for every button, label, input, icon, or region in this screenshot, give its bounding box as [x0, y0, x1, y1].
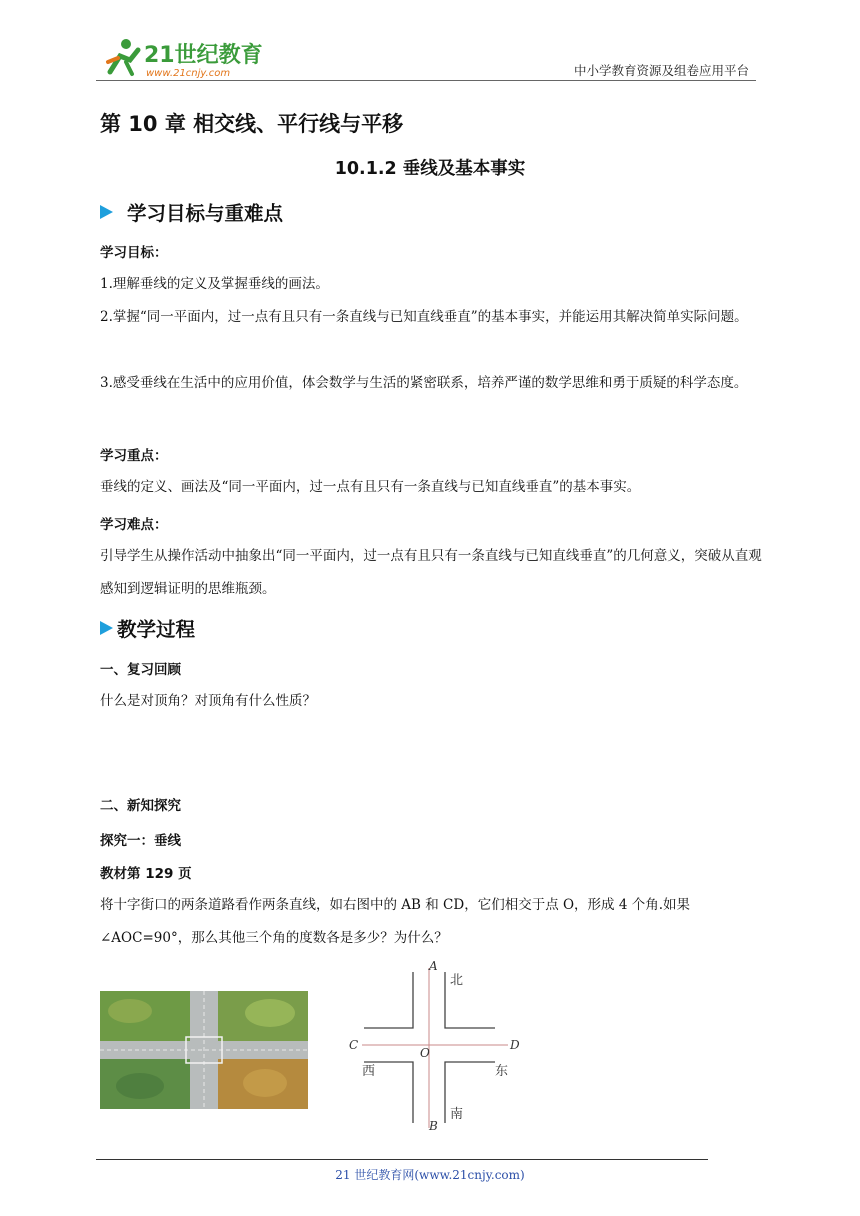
- objective-3: 3.感受垂线在生活中的应用价值，体会数学与生活的紧密联系，培养严谨的数学思维和勇于质疑的科学态度。: [100, 375, 748, 391]
- triangle-bullet-icon: [100, 205, 113, 219]
- site-logo: [96, 32, 266, 80]
- goals-heading-text: 学习目标与重难点: [127, 202, 284, 225]
- east-label: 东: [495, 1064, 509, 1079]
- chapter-title: 第 10 章 相交线、平行线与平移: [100, 112, 404, 136]
- crossroad-aerial-photo: [100, 991, 308, 1109]
- footer-divider: [96, 1159, 708, 1160]
- footer-text[interactable]: 21 世纪教育网(www.21cnjy.com): [335, 1168, 525, 1182]
- key-points-text: 垂线的定义、画法及“同一平面内，过一点有且只有一条直线与已知直线垂直”的基本事实。: [100, 479, 641, 495]
- triangle-bullet-icon: [100, 621, 113, 635]
- header-platform-text: 中小学教育资源及组卷应用平台: [574, 63, 750, 78]
- point-c-label: C: [349, 1038, 359, 1052]
- logo-url: www.21cnjy.com: [146, 68, 231, 79]
- header-divider: [96, 80, 756, 81]
- problem-text: 将十字街口的两条道路看作两条直线，如右图中的 AB 和 CD，它们相交于点 O，形成 4 个角.如果∠AOC=90°，那么其他三个角的度数各是多少？为什么？: [100, 897, 691, 946]
- point-o-label: O: [420, 1046, 430, 1060]
- objectives-label: 学习目标：: [100, 245, 168, 261]
- point-a-label: A: [429, 959, 438, 973]
- review-label: 一、复习回顾: [100, 662, 181, 678]
- key-points-label: 学习重点：: [100, 448, 168, 464]
- perpendicular-lines-diagram: [340, 958, 530, 1134]
- explore-label: 二、新知探究: [100, 798, 181, 814]
- difficulty-label: 学习难点：: [100, 517, 168, 533]
- south-label: 南: [450, 1107, 464, 1122]
- logo-text: 21世纪教育: [144, 43, 263, 68]
- section-title: 10.1.2 垂线及基本事实: [334, 159, 526, 179]
- point-b-label: B: [429, 1119, 438, 1133]
- goals-heading: [100, 198, 283, 226]
- textbook-label: 教材第 129 页: [100, 866, 192, 882]
- process-heading-text: 教学过程: [117, 618, 196, 641]
- review-question: 什么是对顶角？对顶角有什么性质？: [100, 693, 316, 709]
- difficulty-text: 引导学生从操作活动中抽象出“同一平面内，过一点有且只有一条直线与已知直线垂直”的几何意义，突破从直观感知到逻辑证明的思维瓶颈。: [100, 548, 762, 597]
- objective-2: 2.掌握“同一平面内，过一点有且只有一条直线与已知直线垂直”的基本事实，并能运用其解决简单实际问题。: [100, 309, 748, 325]
- point-d-label: D: [510, 1038, 520, 1052]
- explore-1-label: 探究一：垂线: [100, 833, 181, 849]
- west-label: 西: [362, 1064, 376, 1079]
- objective-1: 1.理解垂线的定义及掌握垂线的画法。: [100, 276, 329, 292]
- north-label: 北: [450, 973, 464, 988]
- process-heading: [100, 614, 195, 642]
